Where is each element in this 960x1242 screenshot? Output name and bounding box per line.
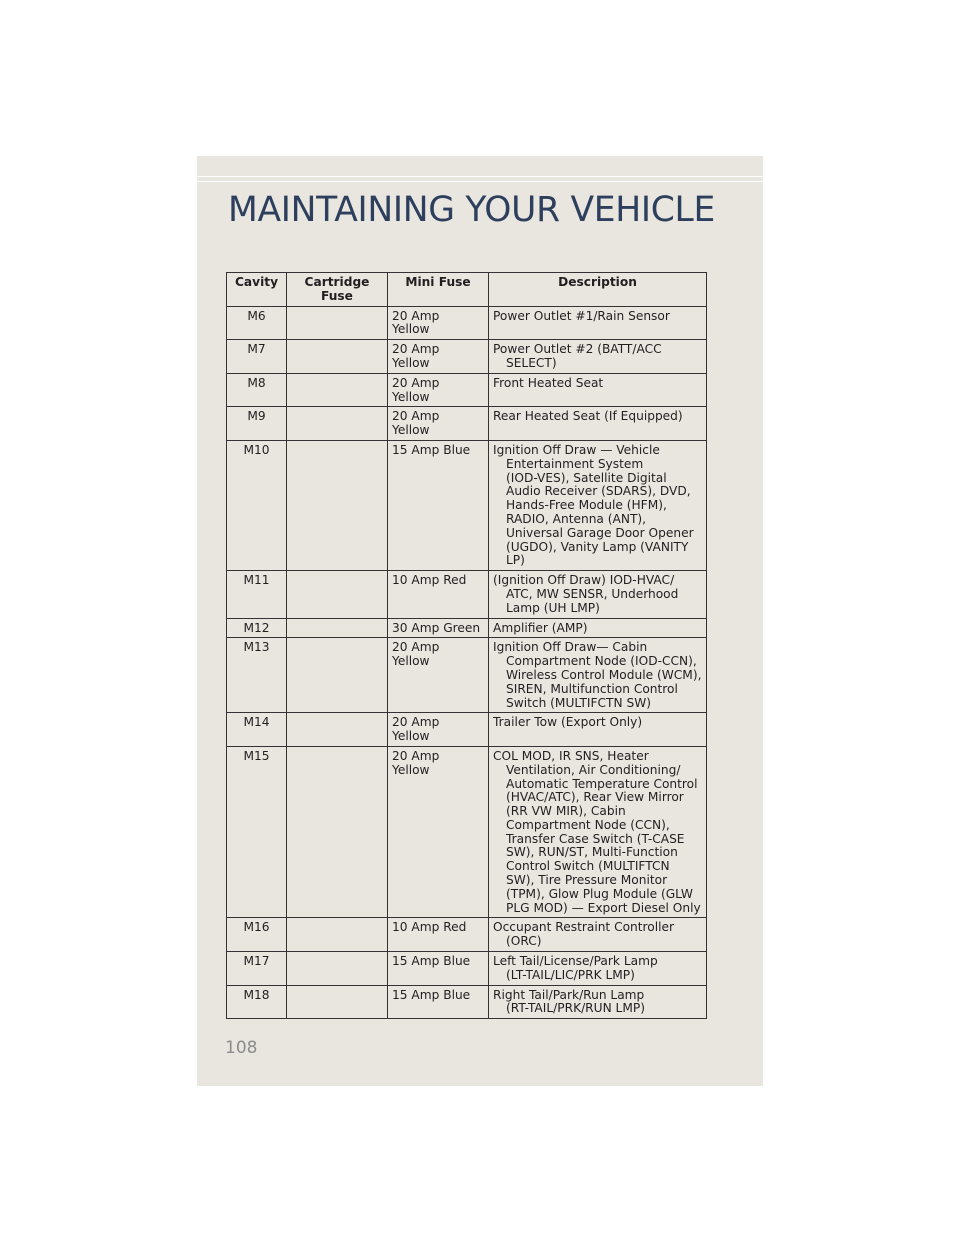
cartridge-fuse-cell bbox=[287, 638, 388, 713]
cavity-cell: M17 bbox=[227, 952, 287, 986]
mini-fuse-line: 20 Amp bbox=[392, 308, 440, 323]
description-line: Front Heated Seat bbox=[493, 375, 604, 390]
mini-fuse-line: 10 Amp Red bbox=[392, 920, 467, 935]
cavity-cell: M16 bbox=[227, 918, 287, 952]
mini-fuse-line: 20 Amp bbox=[392, 715, 440, 730]
description-cell bbox=[489, 571, 707, 618]
mini-fuse-line: 15 Amp Blue bbox=[392, 954, 471, 969]
mini-fuse-cell bbox=[388, 952, 489, 986]
description-line: SW), RUN/ST, Multi-Function bbox=[506, 845, 678, 860]
mini-fuse-cell bbox=[388, 918, 489, 952]
cavity-cell: M15 bbox=[227, 746, 287, 918]
description-cell bbox=[489, 373, 707, 407]
cartridge-fuse-cell bbox=[287, 618, 388, 638]
table-row bbox=[227, 571, 707, 618]
table-row bbox=[227, 373, 707, 407]
description-line: Transfer Case Switch (T-CASE bbox=[506, 831, 685, 846]
cavity-cell: M11 bbox=[227, 571, 287, 618]
page-title: MAINTAINING YOUR VEHICLE bbox=[228, 190, 715, 230]
cavity-cell: M10 bbox=[227, 440, 287, 570]
description-line: Automatic Temperature Control bbox=[506, 776, 698, 791]
description-line: Switch (MULTIFCTN SW) bbox=[506, 695, 652, 710]
cartridge-fuse-cell bbox=[287, 746, 388, 918]
cartridge-fuse-cell bbox=[287, 306, 388, 340]
description-line: Audio Receiver (SDARS), DVD, bbox=[506, 484, 691, 499]
description-cell bbox=[489, 746, 707, 918]
table-row bbox=[227, 918, 707, 952]
page-number: 108 bbox=[225, 1038, 258, 1058]
description-cell bbox=[489, 638, 707, 713]
description-line: Wireless Control Module (WCM), bbox=[506, 667, 702, 682]
cartridge-fuse-cell bbox=[287, 407, 388, 441]
description-line: SW), Tire Pressure Monitor bbox=[506, 873, 668, 888]
description-line: (LT-TAIL/LIC/PRK LMP) bbox=[506, 967, 635, 982]
table-row bbox=[227, 618, 707, 638]
mini-fuse-line: 20 Amp bbox=[392, 640, 440, 655]
description-line: (TPM), Glow Plug Module (GLW bbox=[506, 886, 693, 901]
description-line: Ignition Off Draw— Cabin bbox=[493, 640, 648, 655]
mini-fuse-cell bbox=[388, 571, 489, 618]
table-row bbox=[227, 985, 707, 1019]
header-rule-bottom bbox=[197, 181, 763, 182]
mini-fuse-cell bbox=[388, 340, 489, 374]
table-row bbox=[227, 306, 707, 340]
description-line: RADIO, Antenna (ANT), bbox=[506, 511, 647, 526]
mini-fuse-line: Yellow bbox=[392, 355, 430, 370]
description-cell bbox=[489, 918, 707, 952]
column-header-cartridge-fuse: Cartridge Fuse bbox=[287, 273, 388, 307]
cartridge-fuse-cell bbox=[287, 985, 388, 1019]
description-line: (Ignition Off Draw) IOD-HVAC/ bbox=[493, 573, 675, 588]
cavity-cell: M14 bbox=[227, 713, 287, 747]
description-line: Rear Heated Seat (If Equipped) bbox=[493, 409, 683, 424]
cartridge-fuse-cell bbox=[287, 373, 388, 407]
column-header-description: Description bbox=[489, 273, 707, 307]
cavity-cell: M12 bbox=[227, 618, 287, 638]
description-line: COL MOD, IR SNS, Heater bbox=[493, 748, 649, 763]
mini-fuse-line: Yellow bbox=[392, 423, 430, 438]
cavity-cell: M6 bbox=[227, 306, 287, 340]
fuse-table-body bbox=[227, 306, 707, 1019]
mini-fuse-line: Yellow bbox=[392, 729, 430, 744]
description-line: Compartment Node (IOD-CCN), bbox=[506, 654, 697, 669]
description-line: SELECT) bbox=[506, 355, 557, 370]
cartridge-fuse-cell bbox=[287, 340, 388, 374]
mini-fuse-line: Yellow bbox=[392, 322, 430, 337]
description-line: (RT-TAIL/PRK/RUN LMP) bbox=[506, 1001, 645, 1016]
table-row bbox=[227, 407, 707, 441]
description-line: Amplifier (AMP) bbox=[493, 620, 588, 635]
mini-fuse-line: Yellow bbox=[392, 389, 430, 404]
table-header-row bbox=[227, 273, 707, 307]
description-cell bbox=[489, 407, 707, 441]
description-cell bbox=[489, 713, 707, 747]
description-cell bbox=[489, 952, 707, 986]
mini-fuse-line: 15 Amp Blue bbox=[392, 987, 471, 1002]
description-line: Entertainment System bbox=[506, 456, 644, 471]
description-line: Universal Garage Door Opener bbox=[506, 525, 694, 540]
description-line: (UGDO), Vanity Lamp (VANITY bbox=[506, 539, 689, 554]
mini-fuse-line: 15 Amp Blue bbox=[392, 442, 471, 457]
description-line: Lamp (UH LMP) bbox=[506, 600, 600, 615]
mini-fuse-cell bbox=[388, 746, 489, 918]
description-line: Compartment Node (CCN), bbox=[506, 817, 670, 832]
mini-fuse-cell bbox=[388, 638, 489, 713]
mini-fuse-line: Yellow bbox=[392, 654, 430, 669]
mini-fuse-line: 20 Amp bbox=[392, 375, 440, 390]
cavity-cell: M13 bbox=[227, 638, 287, 713]
description-cell bbox=[489, 306, 707, 340]
mini-fuse-cell bbox=[388, 985, 489, 1019]
table-row bbox=[227, 746, 707, 918]
description-line: Occupant Restraint Controller bbox=[493, 920, 675, 935]
description-line: Trailer Tow (Export Only) bbox=[493, 715, 643, 730]
description-line: ATC, MW SENSR, Underhood bbox=[506, 586, 679, 601]
column-header-cavity: Cavity bbox=[227, 273, 287, 307]
description-line: (RR VW MIR), Cabin bbox=[506, 804, 626, 819]
mini-fuse-cell bbox=[388, 407, 489, 441]
mini-fuse-cell bbox=[388, 440, 489, 570]
cartridge-fuse-cell bbox=[287, 571, 388, 618]
description-line: Power Outlet #1/Rain Sensor bbox=[493, 308, 670, 323]
table-row bbox=[227, 638, 707, 713]
mini-fuse-cell bbox=[388, 306, 489, 340]
cartridge-fuse-cell bbox=[287, 918, 388, 952]
cartridge-fuse-cell bbox=[287, 713, 388, 747]
mini-fuse-line: Yellow bbox=[392, 762, 430, 777]
table-row bbox=[227, 952, 707, 986]
description-line: Right Tail/Park/Run Lamp bbox=[493, 987, 645, 1002]
mini-fuse-line: 20 Amp bbox=[392, 409, 440, 424]
mini-fuse-line: 20 Amp bbox=[392, 748, 440, 763]
description-line: LP) bbox=[506, 553, 525, 568]
description-cell bbox=[489, 440, 707, 570]
table-row bbox=[227, 440, 707, 570]
cartridge-fuse-cell bbox=[287, 952, 388, 986]
description-line: Power Outlet #2 (BATT/ACC bbox=[493, 342, 662, 357]
table-row bbox=[227, 713, 707, 747]
description-line: Hands-Free Module (HFM), bbox=[506, 498, 667, 513]
description-line: Ignition Off Draw — Vehicle bbox=[493, 442, 660, 457]
manual-page bbox=[197, 156, 763, 1086]
cavity-cell: M7 bbox=[227, 340, 287, 374]
cavity-cell: M8 bbox=[227, 373, 287, 407]
description-cell bbox=[489, 340, 707, 374]
mini-fuse-line: 10 Amp Red bbox=[392, 573, 467, 588]
description-line: PLG MOD) — Export Diesel Only bbox=[506, 900, 701, 915]
mini-fuse-line: 30 Amp Green bbox=[392, 620, 481, 635]
mini-fuse-cell bbox=[388, 373, 489, 407]
description-line: (HVAC/ATC), Rear View Mirror bbox=[506, 790, 684, 805]
description-cell bbox=[489, 985, 707, 1019]
description-cell bbox=[489, 618, 707, 638]
description-line: SIREN, Multifunction Control bbox=[506, 681, 678, 696]
cartridge-fuse-cell bbox=[287, 440, 388, 570]
mini-fuse-line: 20 Amp bbox=[392, 342, 440, 357]
cavity-cell: M18 bbox=[227, 985, 287, 1019]
description-line: Left Tail/License/Park Lamp bbox=[493, 954, 658, 969]
description-line: Ventilation, Air Conditioning/ bbox=[506, 762, 681, 777]
description-line: (IOD-VES), Satellite Digital bbox=[506, 470, 667, 485]
table-row bbox=[227, 340, 707, 374]
mini-fuse-cell bbox=[388, 618, 489, 638]
mini-fuse-cell bbox=[388, 713, 489, 747]
description-line: Control Switch (MULTIFTCN bbox=[506, 859, 670, 874]
fuse-table bbox=[226, 272, 707, 1019]
cavity-cell: M9 bbox=[227, 407, 287, 441]
header-rule-top bbox=[197, 176, 763, 177]
column-header-mini-fuse: Mini Fuse bbox=[388, 273, 489, 307]
description-line: (ORC) bbox=[506, 934, 542, 949]
